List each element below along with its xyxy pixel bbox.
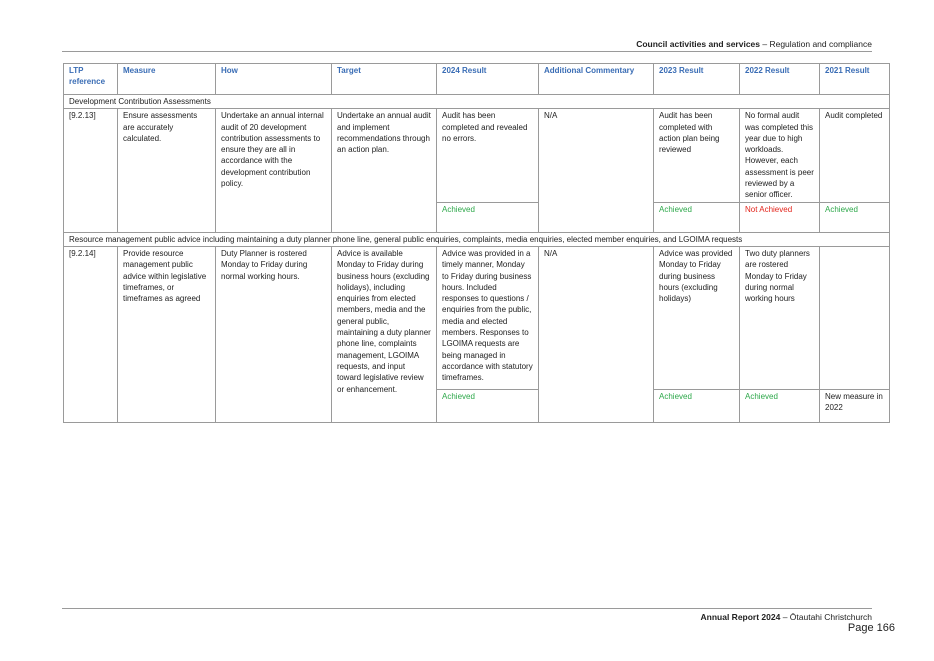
col-header-2021: 2021 Result: [820, 64, 890, 95]
section-title: Resource management public advice including maintaining a duty planner phone line, general public enquiries, complaints, media enquiries, elected member enquiries, and LGOIMA requests: [64, 232, 890, 246]
section-title: Development Contribution Assessments: [64, 95, 890, 109]
commentary-cell: N/A: [539, 246, 654, 422]
target-cell: Undertake an annual audit and implement recommendations through an action plan.: [332, 109, 437, 232]
result-2024-text: Advice was provided in a timely manner, Monday to Friday during business hours. Included responses to questions / enquiries from the public, media and elected members. Responses to LGOIMA requests are being managed in accordance with statutory timeframes.: [437, 246, 539, 389]
table-row: [64, 109, 890, 202]
result-2023-status: Achieved: [654, 389, 740, 422]
commentary-cell: N/A: [539, 109, 654, 232]
col-header-2024: 2024 Result: [437, 64, 539, 95]
result-2021-text: Audit completed: [820, 109, 890, 202]
result-2023-text: Audit has been completed with action plan being reviewed: [654, 109, 740, 202]
page-header: [636, 39, 872, 49]
result-2024-status: Achieved: [437, 202, 539, 232]
result-2022-text: No formal audit was completed this year due to high workloads. However, each assessment is peer reviewed by a senior officer.: [740, 109, 820, 202]
result-2021-text: [820, 246, 890, 389]
result-2024-text: Audit has been completed and revealed no errors.: [437, 109, 539, 202]
col-header-target: Target: [332, 64, 437, 95]
section-title-row: [64, 232, 890, 246]
col-header-2022: 2022 Result: [740, 64, 820, 95]
how-cell: Duty Planner is rostered Monday to Friday during normal working hours.: [216, 246, 332, 422]
col-header-how: How: [216, 64, 332, 95]
col-header-2023: 2023 Result: [654, 64, 740, 95]
result-2021-status: New measure in 2022: [820, 389, 890, 422]
col-header-measure: Measure: [118, 64, 216, 95]
col-header-commentary: Additional Commentary: [539, 64, 654, 95]
section-title-row: [64, 95, 890, 109]
table-header-row: [64, 64, 890, 95]
table-row: [64, 246, 890, 389]
col-header-ltp: LTP reference: [64, 64, 118, 95]
target-cell: Advice is available Monday to Friday during business hours (excluding holidays), including enquiries from elected members, media and the general public, maintaining a duty planner phone line, complaints management, LGOIMA requests, and input toward legislative review or enhancement.: [332, 246, 437, 422]
footer-rule: [62, 608, 872, 609]
result-2021-status: Achieved: [820, 202, 890, 232]
ltp-ref: [9.2.13]: [64, 109, 118, 232]
result-2023-text: Advice was provided Monday to Friday during business hours (excluding holidays): [654, 246, 740, 389]
ltp-ref: [9.2.14]: [64, 246, 118, 422]
measure-cell: Provide resource management public advice within legislative timeframes, or timeframes as agreed: [118, 246, 216, 422]
footer-report-name: Annual Report 2024: [700, 612, 781, 622]
result-2024-status: Achieved: [437, 389, 539, 422]
header-subsection: – Regulation and compliance: [760, 39, 872, 49]
result-2022-status: Not Achieved: [740, 202, 820, 232]
footer-title: [701, 612, 872, 622]
footer-city: – Ōtautahi Christchurch: [780, 612, 872, 622]
measure-cell: Ensure assessments are accurately calculated.: [118, 109, 216, 232]
result-2022-text: Two duty planners are rostered Monday to Friday during normal working hours: [740, 246, 820, 389]
performance-table: [63, 63, 890, 423]
result-2023-status: Achieved: [654, 202, 740, 232]
page-number: Page 166: [847, 622, 895, 634]
how-cell: Undertake an annual internal audit of 20 development contribution assessments to ensure they are all in accordance with the development contribution policy.: [216, 109, 332, 232]
result-2022-status: Achieved: [740, 389, 820, 422]
header-rule: [62, 51, 872, 52]
header-section: Council activities and services: [636, 39, 760, 49]
